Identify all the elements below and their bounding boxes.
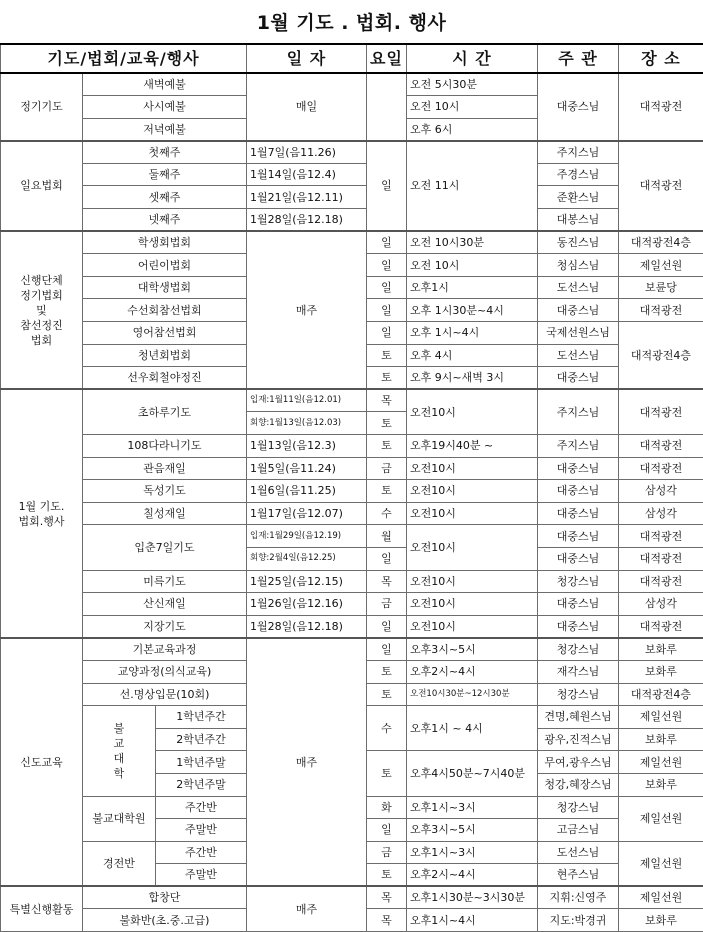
header-host: 주 관 bbox=[538, 44, 619, 73]
item-name: 108다라니기도 bbox=[83, 435, 247, 458]
item-name: 불화반(초.중.고급) bbox=[83, 909, 247, 932]
place-cell: 대적광전 bbox=[619, 615, 703, 638]
day-cell: 일 bbox=[367, 638, 407, 661]
host-cell: 준환스님 bbox=[538, 186, 619, 209]
date-cell: 1월28일(음12.18) bbox=[247, 209, 367, 232]
item-name: 선우회철야정진 bbox=[83, 367, 247, 390]
host-cell: 주지스님 bbox=[538, 435, 619, 458]
day-cell: 목 bbox=[367, 389, 407, 412]
item-name: 사시예불 bbox=[83, 96, 247, 119]
time-cell: 오후2시~4시 bbox=[407, 660, 538, 683]
day-cell: 금 bbox=[367, 841, 407, 864]
day-cell: 토 bbox=[367, 864, 407, 887]
place-cell: 제일선원 bbox=[619, 886, 703, 909]
item-name: 합창단 bbox=[83, 886, 247, 909]
place-cell: 대적광전 bbox=[619, 435, 703, 458]
host-cell: 무여,광우스님 bbox=[538, 751, 619, 774]
table-row bbox=[1, 615, 703, 638]
host-cell: 대중스님 bbox=[538, 457, 619, 480]
table-row bbox=[1, 73, 703, 96]
item-name: 대학생법회 bbox=[83, 276, 247, 299]
place-cell: 보화루 bbox=[619, 638, 703, 661]
category-cell: 신도교육 bbox=[1, 638, 83, 887]
place-cell: 대적광전 bbox=[619, 389, 703, 434]
table-row bbox=[1, 163, 703, 186]
date-cell: 1월5일(음11.24) bbox=[247, 457, 367, 480]
date-cell: 매주 bbox=[247, 231, 367, 389]
table-row bbox=[1, 231, 703, 254]
place-cell: 대적광전4층 bbox=[619, 322, 703, 390]
date-cell: 매주 bbox=[247, 886, 367, 931]
item-name: 독성기도 bbox=[83, 480, 247, 503]
time-cell: 오후4시50분~7시40분 bbox=[407, 751, 538, 796]
host-cell: 대중스님 bbox=[538, 367, 619, 390]
host-cell: 대중스님 bbox=[538, 73, 619, 141]
place-cell: 제일선원 bbox=[619, 706, 703, 729]
item-name: 1학년주간 bbox=[156, 706, 247, 729]
day-cell: 일 bbox=[367, 299, 407, 322]
place-cell: 대적광전4층 bbox=[619, 683, 703, 706]
table-row bbox=[1, 186, 703, 209]
time-cell: 오전10시 bbox=[407, 502, 538, 525]
table-row bbox=[1, 480, 703, 503]
day-cell: 토 bbox=[367, 660, 407, 683]
time-cell: 오후 1시30분~4시 bbox=[407, 299, 538, 322]
item-name: 셋째주 bbox=[83, 186, 247, 209]
item-name: 영어참선법회 bbox=[83, 322, 247, 345]
day-cell: 토 bbox=[367, 344, 407, 367]
host-cell: 대중스님 bbox=[538, 480, 619, 503]
item-name: 미륵기도 bbox=[83, 570, 247, 593]
date-cell: 1월6일(음11.25) bbox=[247, 480, 367, 503]
time-cell: 오전 10시30분 bbox=[407, 231, 538, 254]
time-cell: 오후3시~5시 bbox=[407, 638, 538, 661]
item-name: 2학년주간 bbox=[156, 728, 247, 751]
header-row bbox=[1, 44, 703, 73]
item-name: 주간반 bbox=[156, 796, 247, 819]
item-name: 주말반 bbox=[156, 864, 247, 887]
header-category: 기도/법회/교육/행사 bbox=[1, 44, 247, 73]
table-row bbox=[1, 638, 703, 661]
item-name: 주간반 bbox=[156, 841, 247, 864]
item-name: 수선회참선법회 bbox=[83, 299, 247, 322]
table-row bbox=[1, 141, 703, 164]
place-cell: 대적광전 bbox=[619, 525, 703, 548]
day-cell: 수 bbox=[367, 502, 407, 525]
day-cell: 토 bbox=[367, 480, 407, 503]
day-cell: 일 bbox=[367, 254, 407, 277]
time-cell: 오전10시 bbox=[407, 615, 538, 638]
place-cell: 대적광전4층 bbox=[619, 231, 703, 254]
item-name: 기본교육과정 bbox=[83, 638, 247, 661]
host-cell: 국제선원스님 bbox=[538, 322, 619, 345]
time-cell: 오후1시 bbox=[407, 276, 538, 299]
item-name: 청년회법회 bbox=[83, 344, 247, 367]
header-place: 장 소 bbox=[619, 44, 703, 73]
date-cell: 1월7일(음11.26) bbox=[247, 141, 367, 164]
host-cell: 대중스님 bbox=[538, 593, 619, 616]
place-cell: 보화루 bbox=[619, 773, 703, 796]
day-cell: 토 bbox=[367, 683, 407, 706]
day-cell: 일 bbox=[367, 322, 407, 345]
place-cell: 삼성각 bbox=[619, 593, 703, 616]
day-cell: 일 bbox=[367, 231, 407, 254]
table-row bbox=[1, 593, 703, 616]
time-cell: 오후1시 ~ 4시 bbox=[407, 706, 538, 751]
time-cell: 오전10시 bbox=[407, 525, 538, 570]
table-row bbox=[1, 209, 703, 232]
item-name: 초하루기도 bbox=[83, 389, 247, 434]
place-cell: 보화루 bbox=[619, 909, 703, 932]
place-cell: 대적광전 bbox=[619, 299, 703, 322]
place-cell: 대적광전 bbox=[619, 73, 703, 141]
day-cell: 월 bbox=[367, 525, 407, 548]
table-row bbox=[1, 525, 703, 548]
time-cell: 오후 4시 bbox=[407, 344, 538, 367]
item-name: 산신재일 bbox=[83, 593, 247, 616]
place-cell: 보화루 bbox=[619, 660, 703, 683]
time-cell: 오전 11시 bbox=[407, 141, 538, 231]
time-cell: 오후1시~4시 bbox=[407, 909, 538, 932]
time-cell: 오전10시 bbox=[407, 480, 538, 503]
table-row bbox=[1, 502, 703, 525]
date-cell: 1월17일(음12.07) bbox=[247, 502, 367, 525]
item-name: 선.명상입문(10회) bbox=[83, 683, 247, 706]
date-cell: 1월25일(음12.15) bbox=[247, 570, 367, 593]
place-cell: 제일선원 bbox=[619, 841, 703, 886]
table-row bbox=[1, 389, 703, 412]
item-name: 둘째주 bbox=[83, 163, 247, 186]
item-name: 관음재일 bbox=[83, 457, 247, 480]
item-name: 새벽예불 bbox=[83, 73, 247, 96]
date-cell: 매일 bbox=[247, 73, 367, 141]
host-cell: 대중스님 bbox=[538, 525, 619, 548]
page-title: 1월 기도 . 법회. 행사 bbox=[0, 8, 703, 38]
host-cell: 청강스님 bbox=[538, 638, 619, 661]
host-cell: 고금스님 bbox=[538, 819, 619, 842]
host-cell: 주지스님 bbox=[538, 141, 619, 164]
day-cell: 일 bbox=[367, 276, 407, 299]
category-cell: 일요법회 bbox=[1, 141, 83, 231]
day-cell: 일 bbox=[367, 547, 407, 570]
sutra-class-label: 경전반 bbox=[83, 841, 156, 886]
item-name: 2학년주말 bbox=[156, 773, 247, 796]
time-cell: 오전 10시 bbox=[407, 254, 538, 277]
time-cell: 오전 5시30분 bbox=[407, 73, 538, 96]
time-cell: 오후 1시~4시 bbox=[407, 322, 538, 345]
place-cell: 보륜당 bbox=[619, 276, 703, 299]
place-cell: 보화루 bbox=[619, 728, 703, 751]
day-cell: 토 bbox=[367, 412, 407, 435]
host-cell: 도선스님 bbox=[538, 276, 619, 299]
header-time: 시 간 bbox=[407, 44, 538, 73]
item-name: 어린이법회 bbox=[83, 254, 247, 277]
category-cell: 1월 기도. 법회.행사 bbox=[1, 389, 83, 638]
host-cell: 청강스님 bbox=[538, 683, 619, 706]
time-cell: 오전10시 bbox=[407, 457, 538, 480]
day-cell: 금 bbox=[367, 593, 407, 616]
host-cell: 청심스님 bbox=[538, 254, 619, 277]
category-cell: 정기기도 bbox=[1, 73, 83, 141]
item-name: 넷째주 bbox=[83, 209, 247, 232]
place-cell: 대적광전 bbox=[619, 141, 703, 231]
date-cell: 입재:1월29일(음12.19) bbox=[247, 525, 367, 548]
place-cell: 제일선원 bbox=[619, 751, 703, 774]
item-name: 칠성재일 bbox=[83, 502, 247, 525]
host-cell: 도선스님 bbox=[538, 344, 619, 367]
host-cell: 지휘:신영주 bbox=[538, 886, 619, 909]
host-cell: 주지스님 bbox=[538, 389, 619, 434]
table-row bbox=[1, 435, 703, 458]
day-cell: 일 bbox=[367, 615, 407, 638]
time-cell: 오전10시 bbox=[407, 570, 538, 593]
host-cell: 지도:박경귀 bbox=[538, 909, 619, 932]
day-cell: 일 bbox=[367, 141, 407, 231]
table-row bbox=[1, 886, 703, 909]
item-name: 지장기도 bbox=[83, 615, 247, 638]
host-cell: 재각스님 bbox=[538, 660, 619, 683]
date-cell: 입재:1월11일(음12.01) bbox=[247, 389, 367, 412]
time-cell: 오후1시~3시 bbox=[407, 796, 538, 819]
day-cell: 목 bbox=[367, 570, 407, 593]
schedule-table bbox=[0, 43, 703, 932]
date-cell: 1월26일(음12.16) bbox=[247, 593, 367, 616]
date-cell: 1월21일(음12.11) bbox=[247, 186, 367, 209]
time-cell: 오후2시~4시 bbox=[407, 864, 538, 887]
item-name: 학생회법회 bbox=[83, 231, 247, 254]
date-cell: 회향:2월4일(음12.25) bbox=[247, 547, 367, 570]
place-cell: 제일선원 bbox=[619, 254, 703, 277]
date-cell: 회향:1월13일(음12.03) bbox=[247, 412, 367, 435]
time-cell: 오전10시30분~12시30분 bbox=[407, 683, 538, 706]
table-row bbox=[1, 457, 703, 480]
host-cell: 대중스님 bbox=[538, 299, 619, 322]
day-cell bbox=[367, 73, 407, 141]
category-cell: 신행단체 정기법회 및 참선정진 법회 bbox=[1, 231, 83, 389]
item-name: 저녁예불 bbox=[83, 118, 247, 141]
time-cell: 오전 10시 bbox=[407, 96, 538, 119]
date-cell: 1월14일(음12.4) bbox=[247, 163, 367, 186]
host-cell: 대봉스님 bbox=[538, 209, 619, 232]
place-cell: 대적광전 bbox=[619, 457, 703, 480]
host-cell: 대중스님 bbox=[538, 615, 619, 638]
day-cell: 수 bbox=[367, 706, 407, 751]
table-row bbox=[1, 570, 703, 593]
host-cell: 광우,진적스님 bbox=[538, 728, 619, 751]
host-cell: 도선스님 bbox=[538, 841, 619, 864]
host-cell: 대중스님 bbox=[538, 502, 619, 525]
place-cell: 대적광전 bbox=[619, 547, 703, 570]
day-cell: 목 bbox=[367, 886, 407, 909]
time-cell: 오후 9시~새벽 3시 bbox=[407, 367, 538, 390]
host-cell: 현주스님 bbox=[538, 864, 619, 887]
time-cell: 오후19시40분 ~ bbox=[407, 435, 538, 458]
host-cell: 대중스님 bbox=[538, 547, 619, 570]
date-cell: 1월28일(음12.18) bbox=[247, 615, 367, 638]
time-cell: 오전10시 bbox=[407, 593, 538, 616]
date-cell: 1월13일(음12.3) bbox=[247, 435, 367, 458]
day-cell: 목 bbox=[367, 909, 407, 932]
time-cell: 오후3시~5시 bbox=[407, 819, 538, 842]
header-day: 요일 bbox=[367, 44, 407, 73]
place-cell: 대적광전 bbox=[619, 570, 703, 593]
place-cell: 삼성각 bbox=[619, 480, 703, 503]
time-cell: 오후1시~3시 bbox=[407, 841, 538, 864]
time-cell: 오후1시30분~3시30분 bbox=[407, 886, 538, 909]
day-cell: 일 bbox=[367, 819, 407, 842]
place-cell: 삼성각 bbox=[619, 502, 703, 525]
item-name: 주말반 bbox=[156, 819, 247, 842]
item-name: 첫째주 bbox=[83, 141, 247, 164]
item-name: 입춘7일기도 bbox=[83, 525, 247, 570]
host-cell: 동진스님 bbox=[538, 231, 619, 254]
day-cell: 금 bbox=[367, 457, 407, 480]
host-cell: 청강,혜장스님 bbox=[538, 773, 619, 796]
graduate-label: 불교대학원 bbox=[83, 796, 156, 841]
category-cell: 특별신행활동 bbox=[1, 886, 83, 931]
date-cell: 매주 bbox=[247, 638, 367, 887]
university-label: 불 교 대 학 bbox=[83, 706, 156, 796]
time-cell: 오후 6시 bbox=[407, 118, 538, 141]
host-cell: 청강스님 bbox=[538, 796, 619, 819]
time-cell: 오전10시 bbox=[407, 389, 538, 434]
day-cell: 화 bbox=[367, 796, 407, 819]
day-cell: 토 bbox=[367, 435, 407, 458]
host-cell: 견명,혜원스님 bbox=[538, 706, 619, 729]
host-cell: 주경스님 bbox=[538, 163, 619, 186]
day-cell: 토 bbox=[367, 367, 407, 390]
day-cell: 토 bbox=[367, 751, 407, 796]
item-name: 교양과정(의식교육) bbox=[83, 660, 247, 683]
header-date: 일 자 bbox=[247, 44, 367, 73]
place-cell: 제일선원 bbox=[619, 796, 703, 841]
host-cell: 청강스님 bbox=[538, 570, 619, 593]
item-name: 1학년주말 bbox=[156, 751, 247, 774]
